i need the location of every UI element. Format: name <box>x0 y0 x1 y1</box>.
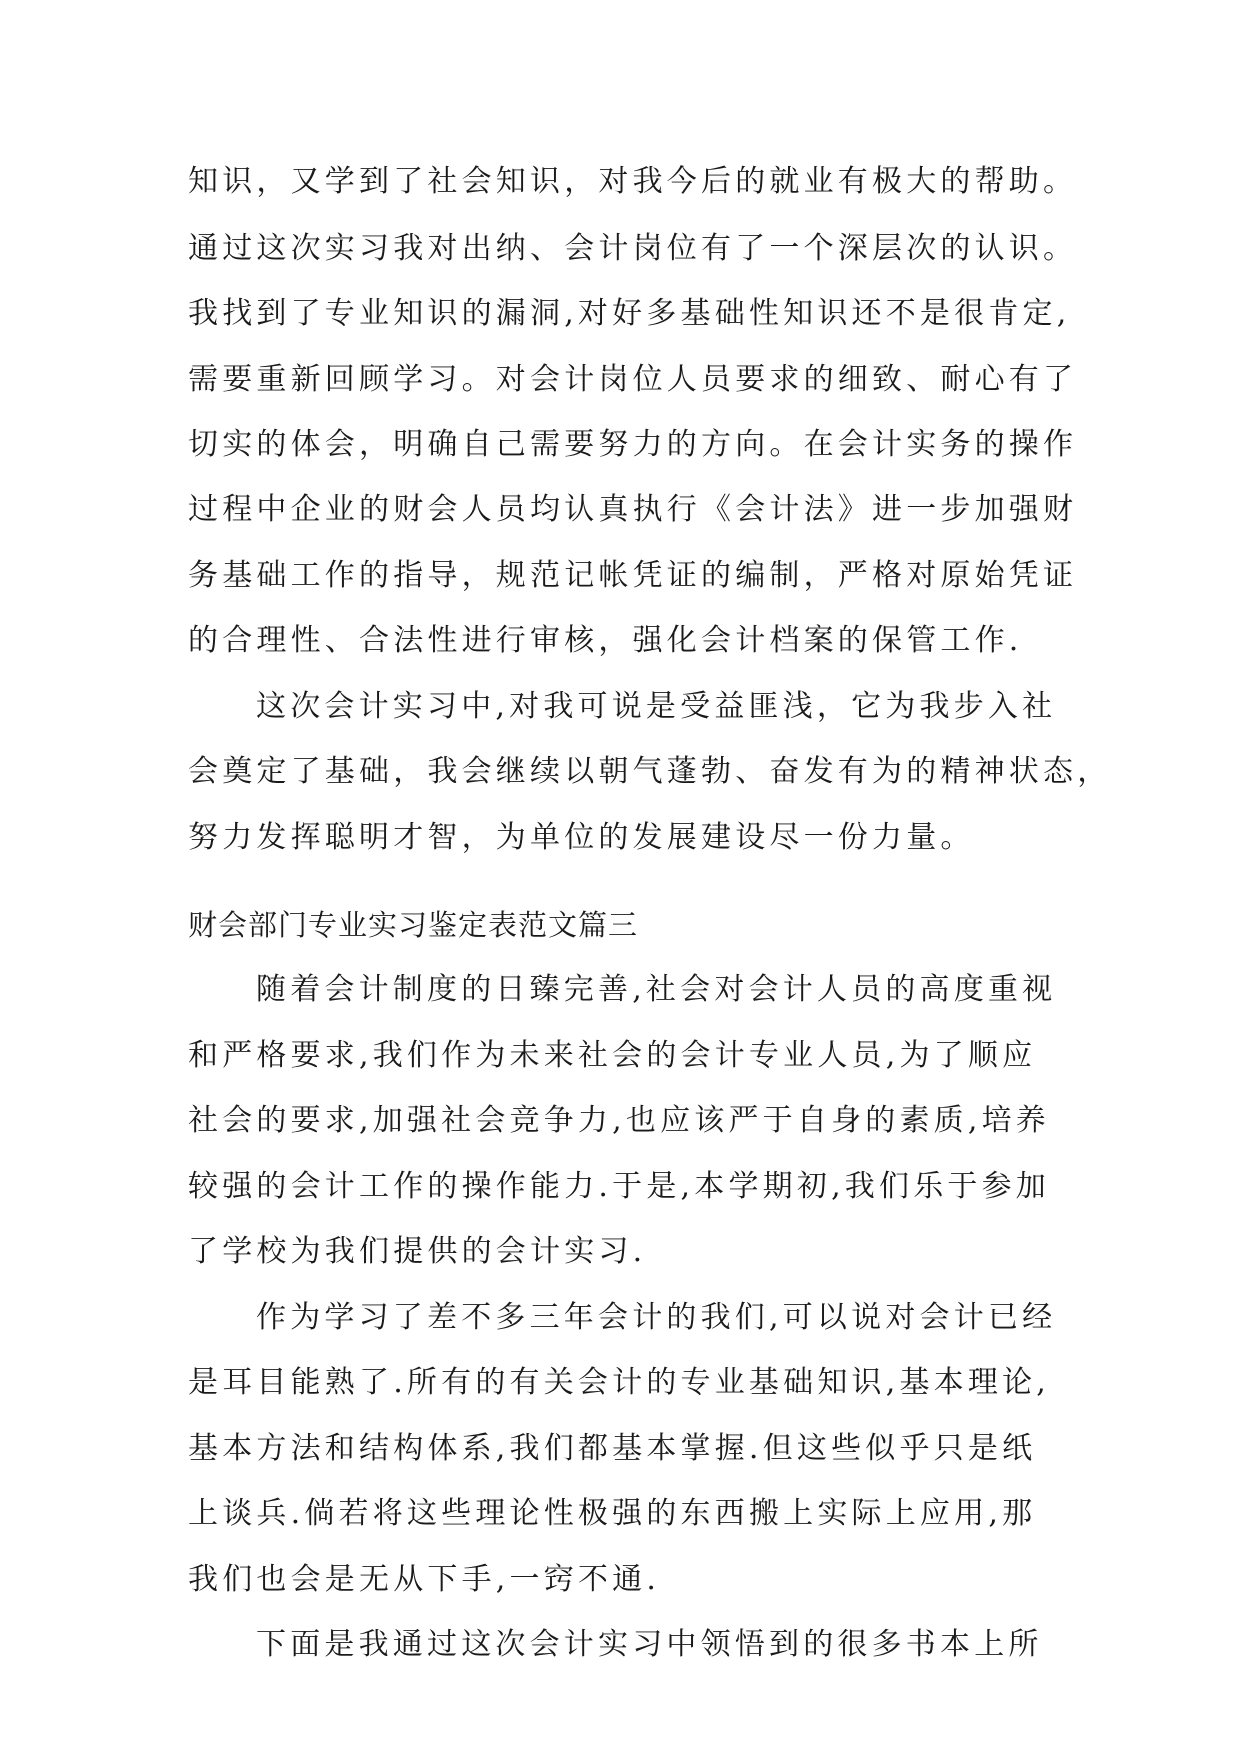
paragraph-line: 我们也会是无从下手,一窍不通. <box>188 1562 661 1597</box>
paragraph-line: 是耳目能熟了.所有的有关会计的专业基础知识,基本理论, <box>188 1365 1051 1400</box>
paragraph-line: 基本方法和结构体系,我们都基本掌握.但这些似乎只是纸 <box>188 1431 1037 1466</box>
paragraph-line: 了学校为我们提供的会计实习. <box>188 1234 647 1269</box>
paragraph-line: 我找到了专业知识的漏洞,对好多基础性知识还不是很肯定, <box>188 296 1071 331</box>
paragraph-line: 和严格要求,我们作为未来社会的会计专业人员,为了顺应 <box>188 1038 1037 1073</box>
paragraph-line: 这次会计实习中,对我可说是受益匪浅，它为我步入社 <box>256 689 1057 724</box>
paragraph-line: 努力发挥聪明才智，为单位的发展建设尽一份力量。 <box>188 820 975 855</box>
paragraph-line: 通过这次实习我对出纳、会计岗位有了一个深层次的认识。 <box>188 231 1078 266</box>
section-heading: 财会部门专业实习鉴定表范文篇三 <box>188 908 639 942</box>
paragraph-line: 下面是我通过这次会计实习中领悟到的很多书本上所 <box>256 1627 1043 1662</box>
paragraph-line: 会奠定了基础，我会继续以朝气蓬勃、奋发有为的精神状态， <box>188 754 1112 789</box>
paragraph-line: 务基础工作的指导，规范记帐凭证的编制，严格对原始凭证 <box>188 558 1078 593</box>
paragraph-line: 随着会计制度的日臻完善,社会对会计人员的高度重视 <box>256 972 1057 1007</box>
paragraph-line: 知识，又学到了社会知识，对我今后的就业有极大的帮助。 <box>188 164 1078 199</box>
paragraph-line: 的合理性、合法性进行审核，强化会计档案的保管工作. <box>188 623 1023 658</box>
paragraph-line: 较强的会计工作的操作能力.于是,本学期初,我们乐于参加 <box>188 1169 1051 1204</box>
paragraph-line: 社会的要求,加强社会竞争力,也应该严于自身的素质,培养 <box>188 1103 1051 1138</box>
paragraph-line: 需要重新回顾学习。对会计岗位人员要求的细致、耐心有了 <box>188 362 1078 397</box>
paragraph-line: 作为学习了差不多三年会计的我们,可以说对会计已经 <box>256 1300 1057 1335</box>
paragraph-line: 切实的体会，明确自己需要努力的方向。在会计实务的操作 <box>188 427 1078 462</box>
paragraph-line: 上谈兵.倘若将这些理论性极强的东西搬上实际上应用,那 <box>188 1496 1037 1531</box>
paragraph-line: 过程中企业的财会人员均认真执行《会计法》进一步加强财 <box>188 492 1078 527</box>
